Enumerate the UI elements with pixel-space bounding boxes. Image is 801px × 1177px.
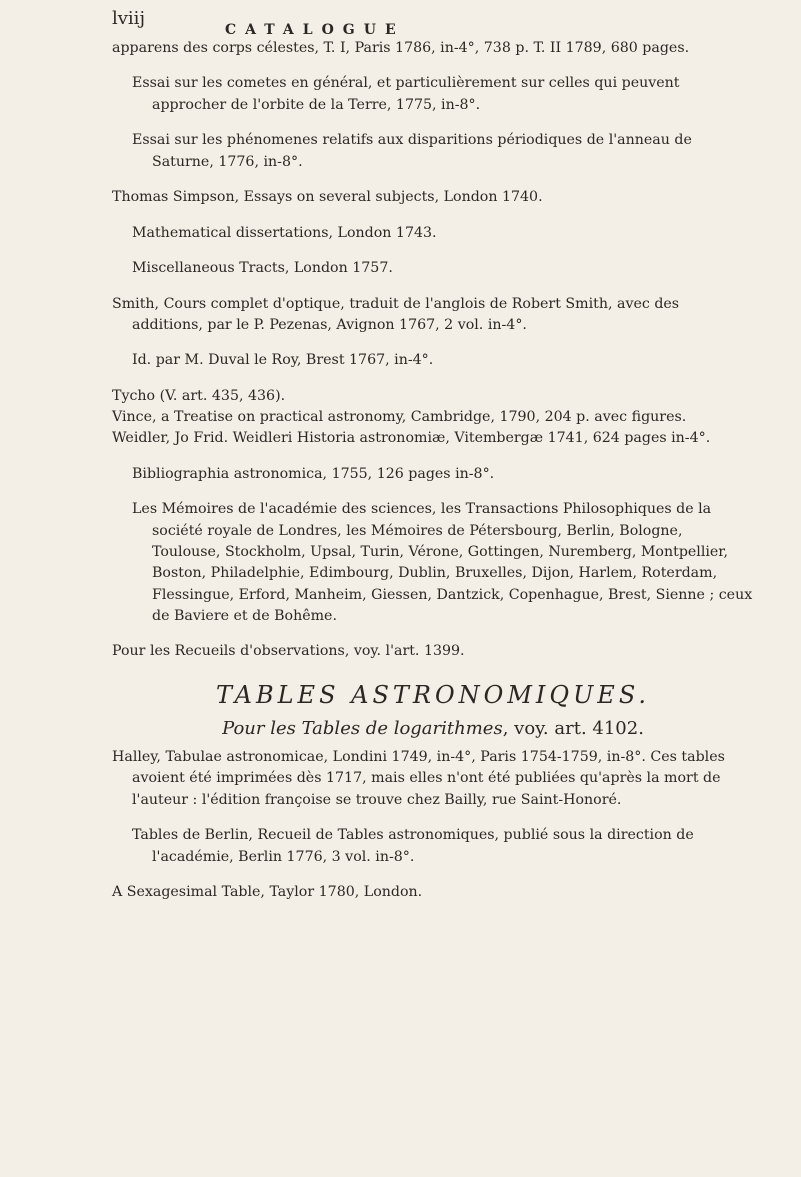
catalogue-entry: Bibliographia astronomica, 1755, 126 pages in-8°. <box>132 465 495 482</box>
catalogue-entry: Mathematical dissertations, London 1743. <box>132 224 437 241</box>
catalogue-entry: Essai sur les phénomenes relatifs aux disparitions périodiques de l'anneau de Saturne, 1776, in-8°. <box>132 132 692 170</box>
subsection-rest: , voy. art. 4102. <box>502 717 644 739</box>
catalogue-entry: Id. par M. Duval le Roy, Brest 1767, in-4°. <box>132 352 434 369</box>
entry-list-top <box>112 38 754 663</box>
page-number: lviij <box>112 8 146 29</box>
subsection-title <box>112 718 754 739</box>
catalogue-entry: Halley, Tabulae astronomicae, Londini 1749, in-4°, Paris 1754-1759, in-8°. Ces tables avoient été imprimées dès 1717, mais elles n'ont été publiées qu'après la mort de l'auteur : l'édition françoise se trouve chez Bailly, rue Saint-Honoré. <box>112 749 725 808</box>
catalogue-entry: Pour les Recueils d'observations, voy. l'art. 1399. <box>112 643 465 660</box>
catalogue-entry: Weidler, Jo Frid. Weidleri Historia astronomiæ, Vitembergæ 1741, 624 pages in-4°. <box>112 430 711 447</box>
page-header <box>0 8 801 38</box>
catalogue-entry: Les Mémoires de l'académie des sciences, les Transactions Philosophiques de la société royale de Londres, les Mémoires de Pétersbourg, Berlin, Bologne, Toulouse, Stockholm, Upsal, Turin, Vérone, Gottingen, Nuremberg, Montpellier, Boston, Philadelphie, Edimbourg, Dublin, Bruxelles, Dijon, Harlem, Roterdam, Flessingue, Erford, Manheim, Giessen, Dantzick, Copenhague, Brest, Sienne ; ceux de Baviere et de Bohême. <box>132 501 753 624</box>
catalogue-entry: Smith, Cours complet d'optique, traduit de l'anglois de Robert Smith, avec des additions, par le P. Pezenas, Avignon 1767, 2 vol. in-4°. <box>112 295 680 333</box>
catalogue-entry: Vince, a Treatise on practical astronomy, Cambridge, 1790, 204 p. avec figures. <box>112 409 687 426</box>
catalogue-entry: apparens des corps célestes, T. I, Paris 1786, in-4°, 738 p. T. II 1789, 680 pages. <box>112 40 690 56</box>
catalogue-entry: Tables de Berlin, Recueil de Tables astronomiques, publié sous la direction de l'académie, Berlin 1776, 3 vol. in-8°. <box>132 827 694 865</box>
catalogue-entry: Thomas Simpson, Essays on several subjects, London 1740. <box>112 189 543 206</box>
catalogue-entry: Tycho (V. art. 435, 436). <box>112 387 286 404</box>
catalogue-body <box>112 38 754 903</box>
entry-list-bottom <box>112 747 754 903</box>
catalogue-entry: A Sexagesimal Table, Taylor 1780, London. <box>112 884 423 901</box>
catalogue-entry: Essai sur les cometes en général, et particulièrement sur celles qui peuvent approcher de l'orbite de la Terre, 1775, in-8°. <box>132 75 680 113</box>
subsection-italic: Pour les Tables de logarithmes <box>222 717 503 739</box>
section-title: TABLES ASTRONOMIQUES. <box>215 680 651 709</box>
running-title: CATALOGUE <box>225 22 405 38</box>
catalogue-entry: Miscellaneous Tracts, London 1757. <box>132 260 393 277</box>
